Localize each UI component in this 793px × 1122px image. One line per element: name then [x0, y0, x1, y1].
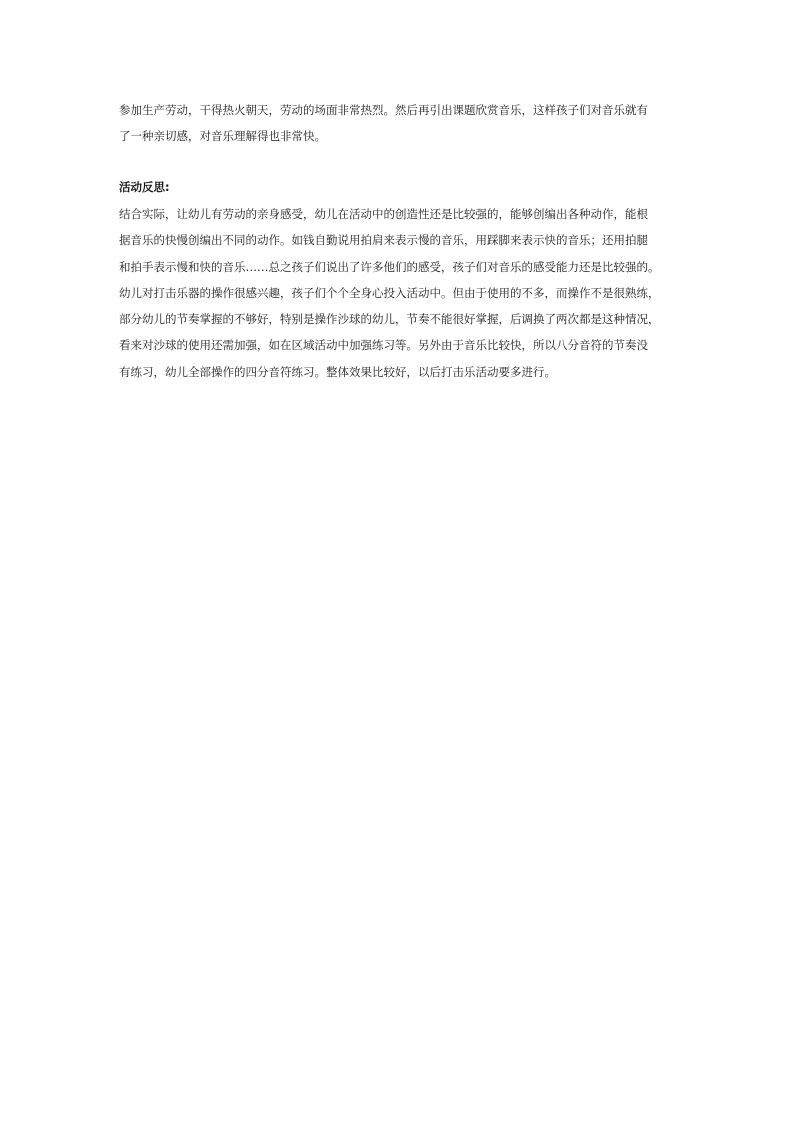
paragraph-line: 据音乐的快慢创编出不同的动作。如钱自勤说用拍肩来表示慢的音乐，用踩脚来表示快的音乐；还用拍腿 — [119, 233, 648, 248]
paragraph-line: 参加生产劳动，干得热火朝天，劳动的场面非常热烈。然后再引出课题欣赏音乐，这样孩子们对音乐就有 — [119, 103, 648, 117]
paragraph-line: 和拍手表示慢和快的音乐……总之孩子们说出了许多他们的感受，孩子们对音乐的感受能力还是比较强的。 — [119, 259, 660, 274]
paragraph-line: 了一种亲切感，对音乐理解得也非常快。 — [119, 129, 326, 144]
paragraph-line: 部分幼儿的节奏掌握的不够好，特别是操作沙球的幼儿，节奏不能很好掌握，后调换了两次都是这种情况， — [119, 312, 660, 327]
paragraph-line: 看来对沙球的使用还需加强，如在区域活动中加强练习等。另外由于音乐比较快，所以八分音符的节奏没 — [119, 338, 648, 353]
paragraph-line: 幼儿对打击乐器的操作很感兴趣，孩子们个个全身心投入活动中。但由于使用的不多，而操作不是很熟练， — [119, 285, 660, 300]
reflection-paragraph — [119, 201, 679, 385]
reflection-section — [119, 174, 679, 200]
intro-paragraph — [119, 97, 679, 150]
section-heading: 活动反思: — [119, 180, 170, 194]
paragraph-line: 有练习，幼儿全部操作的四分音符练习。整体效果比较好，以后打击乐活动要多进行。 — [119, 364, 556, 379]
paragraph-line: 结合实际，让幼儿有劳动的亲身感受，幼儿在活动中的创造性还是比较强的，能够创编出各种动作，能根 — [119, 207, 648, 221]
